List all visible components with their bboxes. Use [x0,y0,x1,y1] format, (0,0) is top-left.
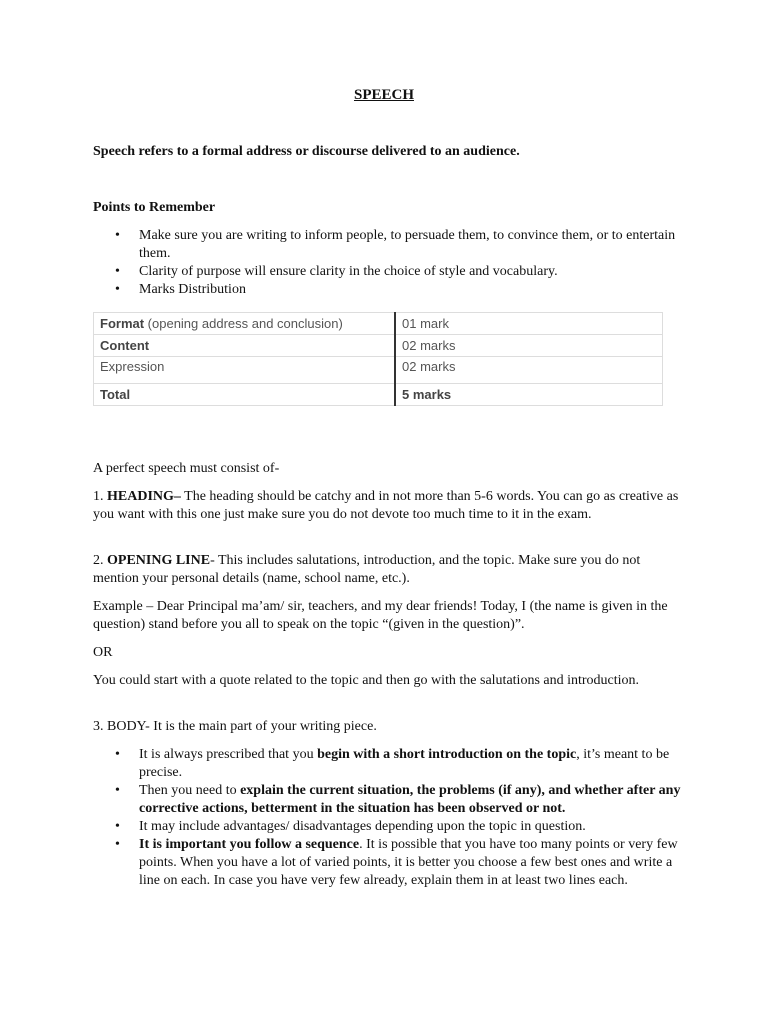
list-item: • Clarity of purpose will ensure clarity in the choice of style and vocabulary. [93,263,683,281]
points-heading: Points to Remember [93,200,216,215]
list-item: • Marks Distribution [93,281,683,299]
intro-text: A perfect speech must consist of- [93,461,280,476]
body-item: 3. BODY- It is the main part of your writing piece. [93,719,377,734]
definition: Speech refers to a formal address or discourse delivered to an audience. [93,144,520,159]
table-cell-label: Content [94,335,396,357]
table-row [94,313,663,335]
list-item: • It is always prescribed that you begin with a short introduction on the topic, it’s meant to be precise. [93,746,683,782]
table-cell-label: Total [94,384,396,406]
table-row [94,335,663,357]
table-cell-label: Expression [94,357,396,384]
alternative-text: You could start with a quote related to the topic and then go with the salutations and introduction. [93,673,640,688]
table-row [94,357,663,384]
table-cell-value: 02 marks [395,357,663,384]
page-title: SPEECH [353,87,414,103]
or-text: OR [93,645,113,660]
opening-line-item: 2. OPENING LINE- This includes salutations, introduction, and the topic. Make sure you do not mention your personal details (name, school name, etc.). [93,553,641,586]
list-item: • It may include advantages/ disadvantages depending upon the topic in question. [93,818,683,836]
table-cell-value: 02 marks [395,335,663,357]
marks-table [93,312,663,406]
table-row [94,384,663,406]
example-text: Example – Dear Principal ma’am/ sir, teachers, and my dear friends! Today, I (the name is given in the question) stand before you all to speak on the topic “(given in the question)”. [93,599,668,632]
body-points-list [93,746,683,890]
list-item: • Make sure you are writing to inform people, to persuade them, to convince them, or to entertain them. [93,227,683,263]
table-cell-value: 5 marks [395,384,663,406]
table-cell-value: 01 mark [395,313,663,335]
list-item: • It is important you follow a sequence. It is possible that you have too many points or very few points. When you have a lot of varied points, it is better you choose a few best ones and write a line on each. In case you have very few already, explain them in at least two lines each. [93,836,683,890]
heading-item: 1. HEADING– The heading should be catchy and in not more than 5-6 words. You can go as creative as you want with this one just make sure you do not devote too much time to it in the exam. [93,489,679,522]
table-cell-label: Format (opening address and conclusion) [94,313,396,335]
points-list [93,227,683,299]
list-item: • Then you need to explain the current situation, the problems (if any), and whether after any corrective actions, betterment in the situation has been observed or not. [93,782,683,818]
